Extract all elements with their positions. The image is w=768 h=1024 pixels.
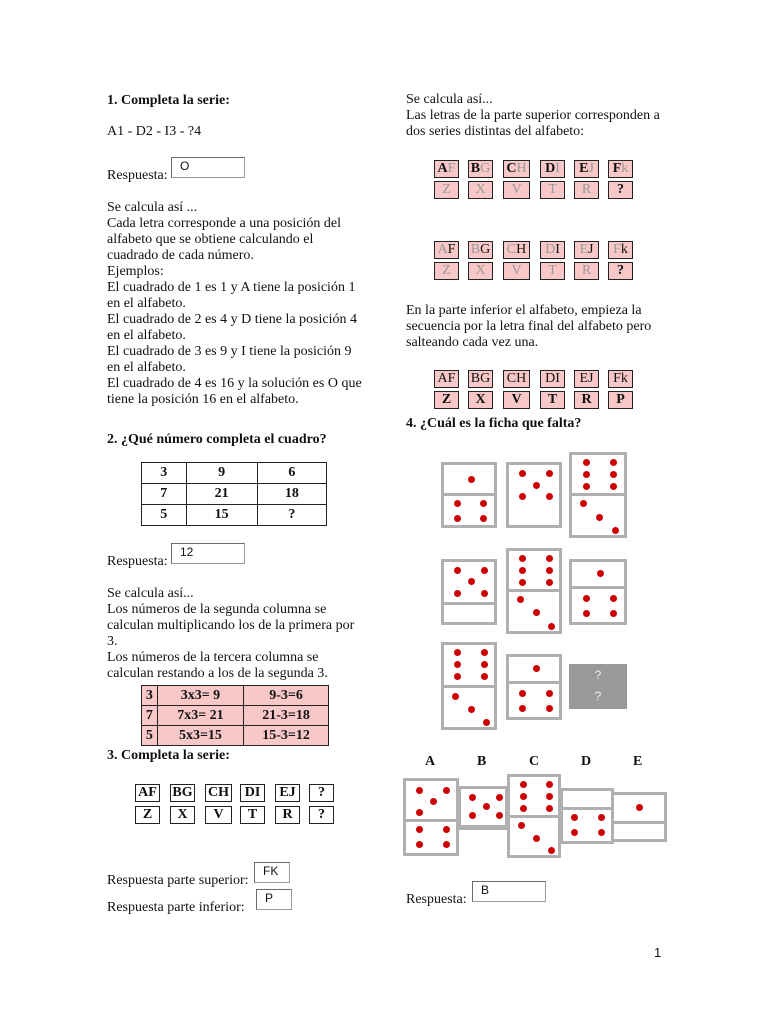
series-cell: X xyxy=(468,181,493,199)
series-cell: R xyxy=(574,181,599,199)
domino xyxy=(441,559,497,625)
q1-series: A1 - D2 - I3 - ?4 xyxy=(107,124,202,139)
domino xyxy=(569,452,627,538)
series-cell: AF xyxy=(434,241,459,259)
q4-title: 4. ¿Cuál es la ficha que falta? xyxy=(406,416,582,431)
series-cell: Z xyxy=(434,262,459,280)
series-cell: DI xyxy=(240,784,265,802)
table-cell: 3 xyxy=(142,686,158,706)
series-cell: EJ xyxy=(574,160,599,178)
series-cell: CH xyxy=(503,160,530,178)
series-cell: X xyxy=(468,391,493,409)
q3-answer-top-field[interactable]: FK xyxy=(254,862,290,883)
series-cell: R xyxy=(574,391,599,409)
series-cell: AF xyxy=(434,160,459,178)
table-cell: 3 xyxy=(142,463,187,484)
series-cell: ? xyxy=(608,181,633,199)
table-cell: 9-3=6 xyxy=(244,686,329,706)
series-cell: V xyxy=(503,181,530,199)
series-cell: CH xyxy=(503,370,530,388)
domino xyxy=(506,462,562,528)
page-number: 1 xyxy=(654,945,662,960)
series-cell: P xyxy=(608,391,633,409)
table-cell: 9 xyxy=(186,463,257,484)
table-cell: 15-3=12 xyxy=(244,726,329,746)
q2-answer-field[interactable]: 12 xyxy=(171,543,245,564)
table-cell: 7 xyxy=(142,706,158,726)
series-cell: BG xyxy=(170,784,195,802)
series-cell: DI xyxy=(540,160,565,178)
series-cell: EJ xyxy=(574,241,599,259)
series-cell: R xyxy=(275,806,300,824)
domino xyxy=(569,559,627,625)
q4-answer-field[interactable]: B xyxy=(472,881,546,902)
series-cell: Fk xyxy=(608,241,633,259)
series-cell: V xyxy=(503,391,530,409)
table-cell: 5 xyxy=(142,726,158,746)
table-cell: 18 xyxy=(257,484,326,505)
option-label-e: E xyxy=(633,754,643,769)
domino xyxy=(506,548,562,634)
table-cell: 15 xyxy=(186,505,257,526)
option-label-a: A xyxy=(425,754,436,769)
q2-answer-label: Respuesta: xyxy=(107,554,168,569)
q1-answer-label: Respuesta: xyxy=(107,168,168,183)
series-cell: ? xyxy=(309,784,334,802)
q4-answer-label: Respuesta: xyxy=(406,892,467,907)
series-cell: T xyxy=(240,806,265,824)
domino xyxy=(441,462,497,528)
series-cell: Z xyxy=(135,806,160,824)
option-label-d: D xyxy=(581,754,592,769)
series-cell: T xyxy=(540,181,565,199)
table-cell: 21-3=18 xyxy=(244,706,329,726)
series-cell: CH xyxy=(205,784,232,802)
series-cell: T xyxy=(540,262,565,280)
series-cell: V xyxy=(205,806,232,824)
series-cell: X xyxy=(468,262,493,280)
series-cell: AF xyxy=(434,370,459,388)
series-cell: X xyxy=(170,806,195,824)
q3-answer-top-label: Respuesta parte superior: xyxy=(107,873,249,888)
domino xyxy=(506,654,562,720)
series-cell: BG xyxy=(468,160,493,178)
option-label-b: B xyxy=(477,754,487,769)
series-cell: AF xyxy=(135,784,160,802)
series-cell: EJ xyxy=(574,370,599,388)
table-cell: 5 xyxy=(142,505,187,526)
q3-title: 3. Completa la serie: xyxy=(107,748,230,763)
series-cell: EJ xyxy=(275,784,300,802)
table-cell: 5x3=15 xyxy=(157,726,243,746)
series-cell: ? xyxy=(608,262,633,280)
series-cell: Fk xyxy=(608,160,633,178)
series-cell: T xyxy=(540,391,565,409)
series-cell: BG xyxy=(468,241,493,259)
table-cell: 3x3= 9 xyxy=(157,686,243,706)
series-cell: R xyxy=(574,262,599,280)
q3-answer-bottom-label: Respuesta parte inferior: xyxy=(107,900,245,915)
q1-answer-field[interactable]: O xyxy=(171,157,245,178)
q2-table xyxy=(141,462,327,526)
q2-title: 2. ¿Qué número completa el cuadro? xyxy=(107,432,327,447)
series-cell: Z xyxy=(434,391,459,409)
table-cell: 21 xyxy=(186,484,257,505)
series-cell: V xyxy=(503,262,530,280)
missing-domino: ? ? xyxy=(569,664,627,709)
q3-answer-bottom-field[interactable]: P xyxy=(256,889,292,910)
table-cell: 7x3= 21 xyxy=(157,706,243,726)
series-cell: Z xyxy=(434,181,459,199)
series-cell: BG xyxy=(468,370,493,388)
option-d-domino[interactable] xyxy=(560,788,614,844)
option-b-domino[interactable] xyxy=(458,786,508,830)
table-cell: ? xyxy=(257,505,326,526)
option-label-c: C xyxy=(529,754,540,769)
series-cell: DI xyxy=(540,370,565,388)
q1-title: 1. Completa la serie: xyxy=(107,93,230,108)
table-cell: 7 xyxy=(142,484,187,505)
series-cell: DI xyxy=(540,241,565,259)
table-cell: 6 xyxy=(257,463,326,484)
option-c-domino[interactable] xyxy=(507,774,561,858)
option-e-domino[interactable] xyxy=(611,792,667,842)
series-cell: ? xyxy=(309,806,334,824)
option-a-domino[interactable] xyxy=(403,778,459,856)
series-cell: CH xyxy=(503,241,530,259)
domino xyxy=(441,642,497,730)
q2-solution-table xyxy=(141,685,329,746)
series-cell: Fk xyxy=(608,370,633,388)
